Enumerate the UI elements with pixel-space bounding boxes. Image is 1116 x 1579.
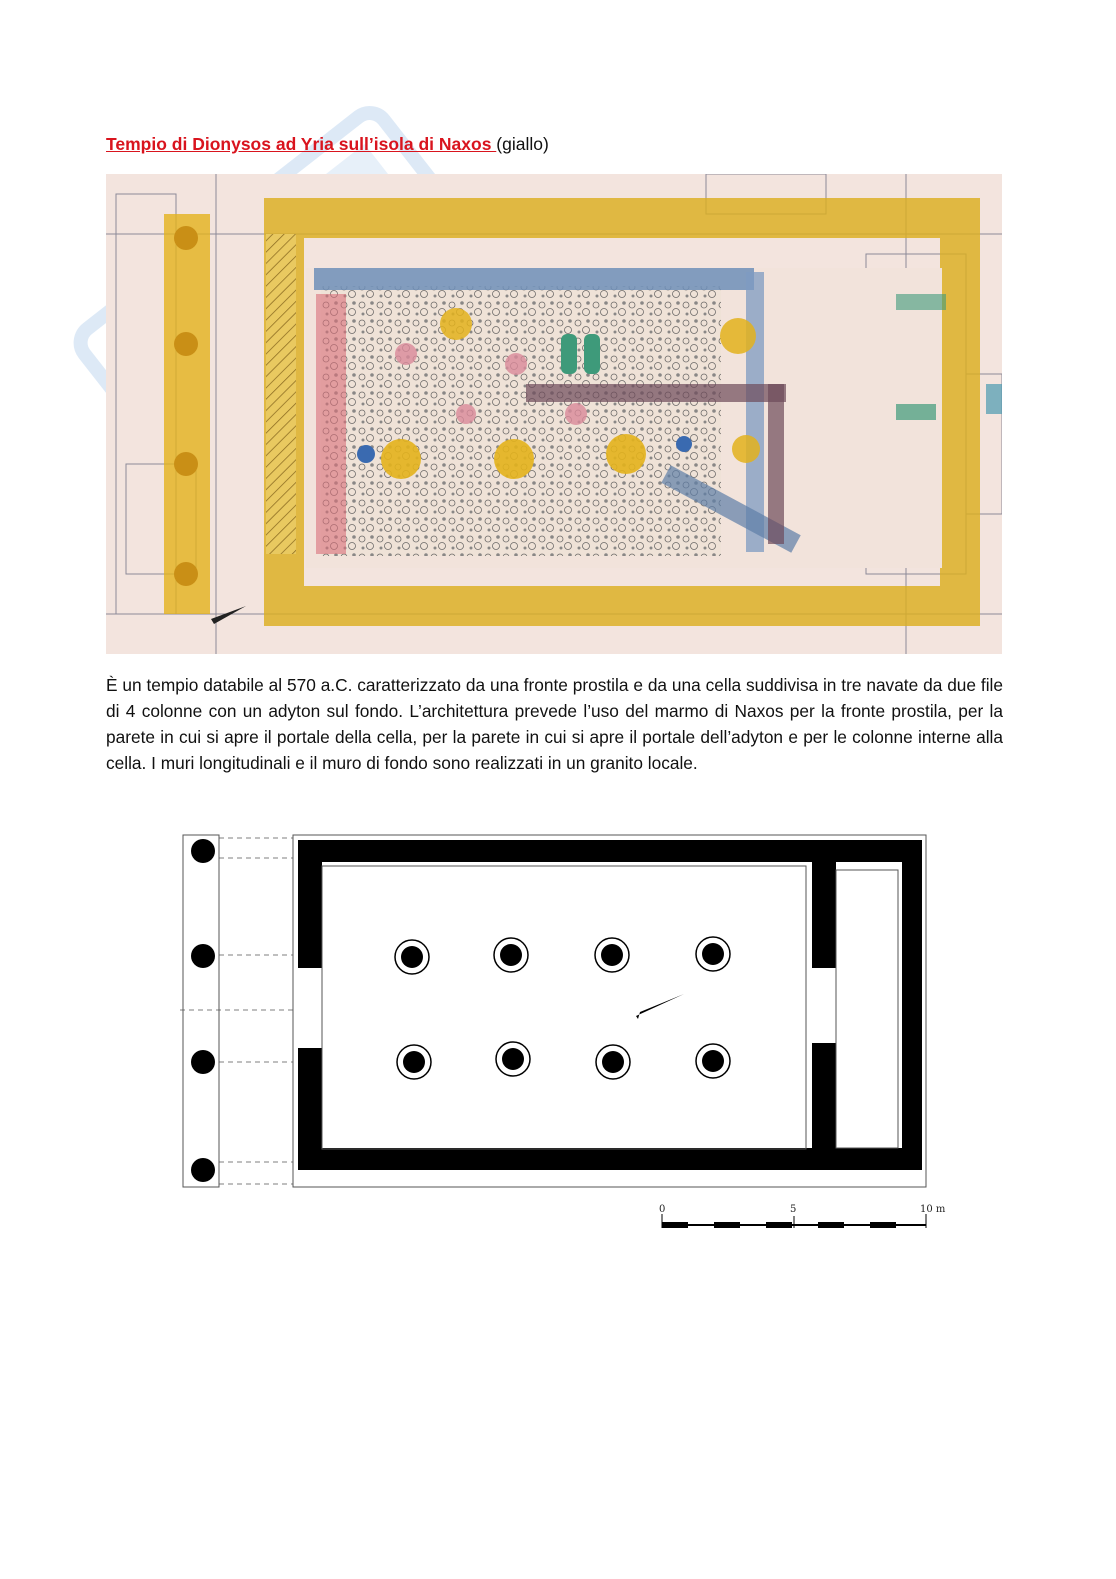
interior-column: [496, 1042, 530, 1076]
description-paragraph: È un tempio databile al 570 a.C. caratterizzato da una fronte prostila e da una cella suddivisa in tre navate da due file di 4 colonne con un adyton sul fondo. L’architettura prevede l’uso del marmo di Naxos per la fronte prostila, per la parete in cui si apre il portale della cella, per la parete in cui si apre il portale dell’adyton e per le colonne interne alla cella. I muri longitudinali e il muro di fondo sono realizzati in un granito locale.: [106, 675, 1003, 773]
front-column: [191, 839, 215, 863]
heading-link[interactable]: Tempio di Dionysos ad Yria sull’isola di Naxos: [106, 134, 497, 154]
excavation-plan-image: [106, 174, 1002, 654]
interior-column: [397, 1045, 431, 1079]
scale-label-5: 5: [790, 1204, 797, 1215]
interior-column: [395, 940, 429, 974]
interior-column: [494, 938, 528, 972]
excavation-plan-drawing: [106, 174, 1002, 654]
scale-label-10: 10 m: [920, 1204, 946, 1215]
interior-column: [596, 1045, 630, 1079]
front-column: [191, 1050, 215, 1074]
front-column: [191, 1158, 215, 1182]
section-heading: [106, 132, 549, 156]
interior-column: [696, 937, 730, 971]
north-arrow-icon: [636, 994, 684, 1019]
interior-columns: [395, 937, 730, 1079]
interior-column: [595, 938, 629, 972]
front-columns: [191, 839, 215, 1182]
interior-column: [696, 1044, 730, 1078]
heading-note: (giallo): [496, 134, 549, 154]
scale-bar: [659, 1204, 946, 1228]
walls: [298, 840, 922, 1170]
temple-floor-plan: [150, 800, 970, 1240]
scale-label-0: 0: [659, 1204, 666, 1215]
front-column: [191, 944, 215, 968]
